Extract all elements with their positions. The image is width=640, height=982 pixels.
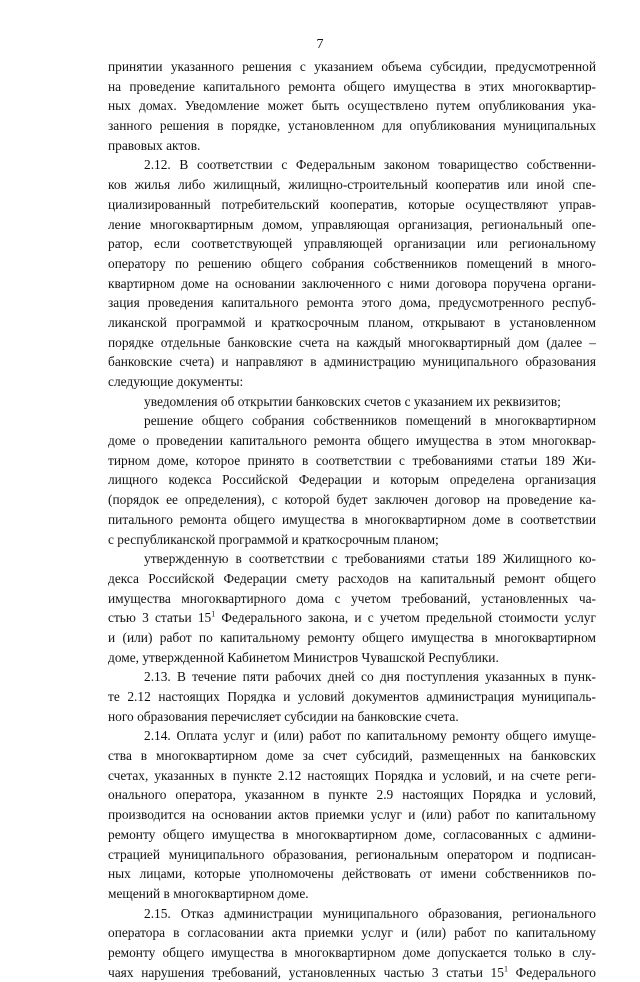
text-line	[108, 451, 596, 471]
text-line	[108, 549, 596, 569]
text-line-content: страцией муниципального образования, региональным оператором и подписан-	[108, 846, 596, 862]
text-line	[108, 136, 596, 156]
text-line	[108, 293, 596, 313]
text-line-content: те 2.12 настоящих Порядка и условий документов администрация муниципаль-	[108, 689, 596, 704]
superscript: 1	[211, 609, 216, 619]
document-body	[108, 57, 596, 982]
text-line-content: (порядок ее определения), с которой будет заключен договор на проведение ка-	[108, 492, 596, 508]
text-line	[108, 116, 596, 136]
text-line-content: лищного кодекса Российской Федерации и которым определена организация	[108, 472, 596, 488]
text-line-content: 2.13. В течение пяти рабочих дней со дня поступления указанных в пунк-	[144, 669, 596, 685]
text-line-content: питального ремонта общего имущества в многоквартирном доме в соответствии	[108, 511, 596, 527]
text-line-content: на проведение капитального ремонта общего имущества в этих многоквартир-	[108, 78, 596, 94]
text-line	[108, 589, 596, 609]
text-line	[108, 569, 596, 589]
text-line	[108, 313, 596, 333]
text-line-content: решение общего собрания собственников помещений в многоквартирном	[144, 413, 596, 429]
text-line-content: производится на основании актов приемки услуг и (или) работ по капитальному	[108, 807, 596, 823]
text-line-content: банковские счета) и направляют в администрацию муниципального образования	[108, 354, 596, 370]
superscript: 1	[503, 964, 508, 974]
text-line-content: следующие документы:	[108, 374, 244, 389]
text-line-content: и (или) работ по капитальному ремонту общего имущества в многоквартирном	[108, 629, 596, 645]
text-line-content: ков жилья либо жилищный, жилищно-строительный кооператив или иной спе-	[108, 177, 596, 193]
text-line	[108, 667, 596, 687]
text-line	[108, 923, 596, 943]
text-line	[108, 628, 596, 648]
text-line	[108, 687, 596, 707]
text-line-content: Федерального закона, и с учетом предельной стоимости услуг	[215, 610, 596, 626]
text-line-content: ление многоквартирным домом, управляющая организация, региональный опе-	[108, 216, 596, 232]
text-line	[108, 648, 596, 668]
text-line	[108, 234, 596, 254]
text-line	[108, 943, 596, 963]
text-line-content: ремонту общего имущества в многоквартирном доме допускается только в слу-	[108, 944, 596, 960]
text-line	[108, 77, 596, 97]
text-line-content: уведомления об открытии банковских счетов с указанием их реквизитов;	[144, 393, 561, 409]
text-line	[108, 746, 596, 766]
text-line-content: онального оператора, указанном в пункте 2.9 настоящих Порядка и условий,	[108, 787, 596, 803]
text-line	[108, 411, 596, 431]
text-line-content: ства в многоквартирном доме за счет субсидий, размещенных на банковских	[108, 748, 596, 764]
text-line-content: стью 3 статьи 15	[108, 610, 212, 626]
text-line	[108, 57, 596, 77]
text-line	[108, 333, 596, 353]
text-line-content: с республиканской программой и краткосрочным планом;	[108, 531, 439, 547]
text-line	[108, 215, 596, 235]
text-line-content: ликанской программой и краткосрочным планом, открывают в установленном	[108, 314, 596, 330]
text-line-content: 2.15. Отказ администрации муниципального образования, регионального	[144, 905, 596, 921]
text-line-content: правовых актов.	[108, 137, 201, 153]
text-line	[108, 490, 596, 510]
text-line	[108, 707, 596, 727]
text-line	[108, 884, 596, 904]
text-line	[108, 274, 596, 294]
text-line	[108, 845, 596, 865]
text-line-content: порядке отдельные банковские счета на каждый многоквартирный дом (далее –	[108, 334, 596, 350]
text-line-content: утвержденную в соответствии с требованиями статьи 189 Жилищного ко-	[144, 551, 596, 567]
text-line	[108, 766, 596, 786]
text-line	[108, 963, 596, 982]
text-line	[108, 431, 596, 451]
text-line-content: ратор, если соответствующей управляющей организации или региональному	[108, 236, 596, 252]
text-line	[108, 904, 596, 924]
text-line	[108, 254, 596, 274]
text-line	[108, 864, 596, 884]
text-line-content: ремонту общего имущества в многоквартирном доме, согласованных с админи-	[108, 826, 596, 842]
text-line	[108, 805, 596, 825]
text-line	[108, 195, 596, 215]
text-line	[108, 825, 596, 845]
text-line-content: доме, утвержденной Кабинетом Министров Чувашской Республики.	[108, 649, 499, 665]
text-line-content: чаях нарушения требований, установленных частью 3 статьи 15	[108, 964, 504, 980]
text-line-content: оператора в согласовании акта приемки услуг и (или) работ по капитальному	[108, 925, 596, 941]
text-line	[108, 470, 596, 490]
text-line	[108, 510, 596, 530]
text-line-content: имущества многоквартирного дома с учетом требований, установленных ча-	[108, 590, 596, 606]
text-line-content: ного образования перечисляет субсидии на банковские счета.	[108, 708, 459, 724]
text-line-content: Федерального	[507, 964, 596, 980]
text-line-content: счетах, указанных в пункте 2.12 настоящих Порядка и условий, и на счете реги-	[108, 767, 596, 783]
text-line-content: принятии указанного решения с указанием объема субсидии, предусмотренной	[108, 59, 596, 74]
text-line-content: 2.12. В соответствии с Федеральным законом товарищество собственни-	[144, 157, 596, 173]
text-line-content: 2.14. Оплата услуг и (или) работ по капитальному ремонту общего имуще-	[144, 728, 596, 744]
text-line	[108, 96, 596, 116]
text-line	[108, 608, 596, 628]
text-line-content: тирном доме, которое принято в соответствии с требованиями статьи 189 Жи-	[108, 452, 596, 468]
text-line-content: ных лицами, которые уполномочены действовать от имени собственников по-	[108, 866, 596, 882]
text-line-content: зация проведения капитального ремонта этого дома, предусмотренного респуб-	[108, 295, 596, 311]
text-line-content: ных домах. Уведомление может быть осуществлено путем опубликования ука-	[108, 98, 596, 114]
text-line	[108, 392, 596, 412]
page-number: 7	[316, 37, 324, 52]
text-line-content: квартирном доме на основании заключенного с ними договора поручена органи-	[108, 275, 596, 291]
text-line-content: мещений в многоквартирном доме.	[108, 885, 309, 901]
text-line	[108, 726, 596, 746]
text-line-content: оператору по решению общего собрания собственников помещений в много-	[108, 255, 596, 271]
text-line	[108, 530, 596, 550]
text-line	[108, 352, 596, 372]
text-line	[108, 785, 596, 805]
text-line-content: декса Российской Федерации смету расходов на капитальный ремонт общего	[108, 570, 596, 586]
text-line	[108, 372, 596, 392]
text-line-content: доме о проведении капитального ремонта общего имущества в этом многоквар-	[108, 433, 596, 449]
text-line-content: занного решения в порядке, установленном для опубликования муниципальных	[108, 118, 596, 134]
text-line	[108, 175, 596, 195]
text-line	[108, 155, 596, 175]
text-line-content: циализированный потребительский кооператив, которые осуществляют управ-	[108, 196, 596, 212]
